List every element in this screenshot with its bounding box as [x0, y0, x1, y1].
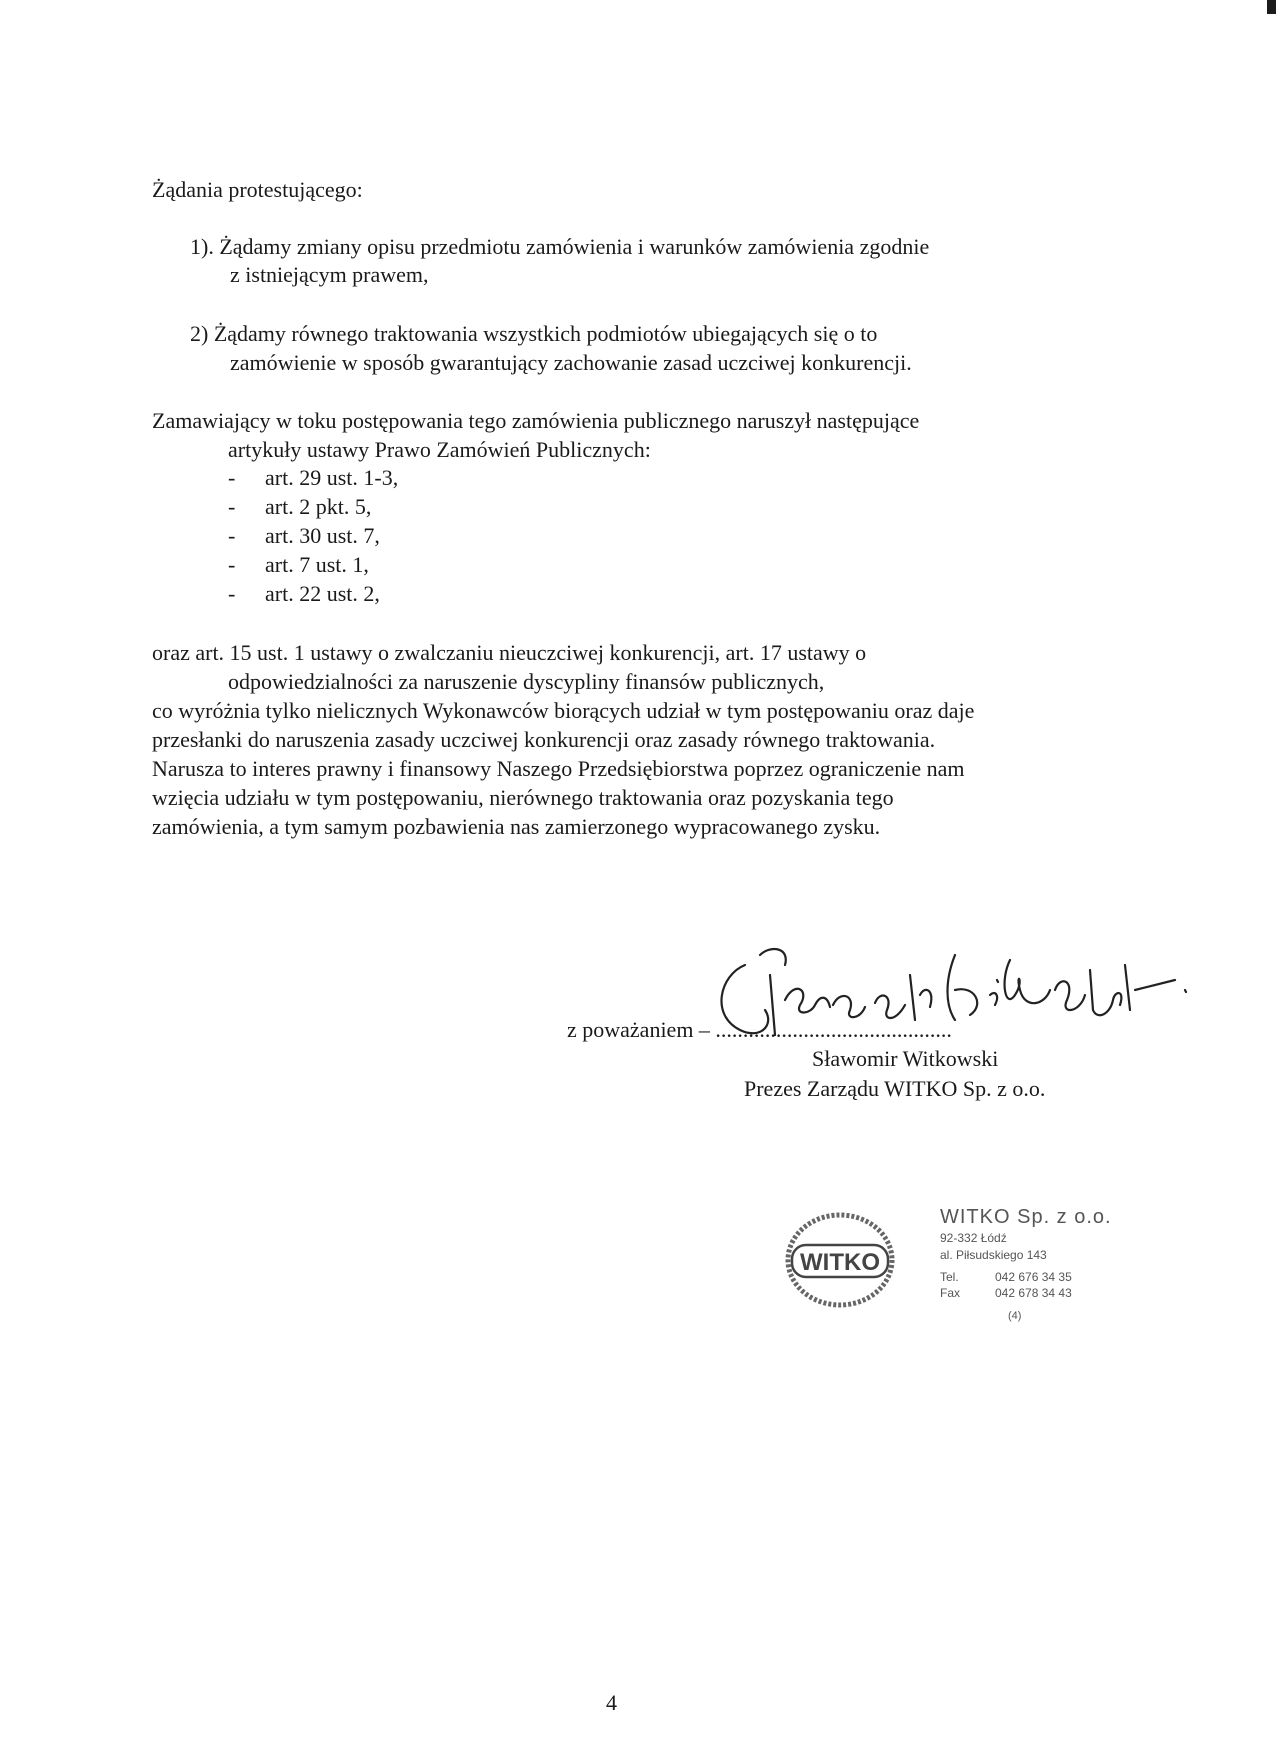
- demand-2-line-2: zamówienie w sposób gwarantujący zachowanie zasad uczciwej konkurencji.: [230, 350, 912, 375]
- article-dash: -: [228, 581, 236, 606]
- signatory-name: Sławomir Witkowski: [812, 1046, 999, 1071]
- demand-1-line-1: 1). Żądamy zmiany opisu przedmiotu zamówienia i warunków zamówienia zgodnie: [190, 234, 930, 259]
- article-item: art. 2 pkt. 5,: [265, 494, 372, 519]
- article-item: art. 29 ust. 1-3,: [265, 465, 399, 490]
- stamp-logo-text: WITKO: [800, 1249, 880, 1276]
- signature-greeting: z poważaniem – ...........................................: [567, 1017, 952, 1042]
- article-dash: -: [228, 465, 236, 490]
- closing-line-6: wzięcia udziału w tym postępowaniu, nierównego traktowania oraz pozyskania tego: [152, 785, 894, 810]
- stamp-tel: 042 676 34 35: [995, 1270, 1072, 1284]
- stamp-tel-label: Tel.: [940, 1270, 959, 1284]
- article-dash: -: [228, 552, 236, 577]
- signatory-title: Prezes Zarządu WITKO Sp. z o.o.: [744, 1076, 1046, 1101]
- closing-line-5: Narusza to interes prawny i finansowy Naszego Przedsiębiorstwa poprzez ograniczenie nam: [152, 756, 965, 781]
- scan-edge-mark: [1267, 0, 1276, 14]
- violation-intro-line-1: Zamawiający w toku postępowania tego zamówienia publicznego naruszył następujące: [152, 408, 920, 433]
- closing-line-4: przesłanki do naruszenia zasady uczciwej konkurencji oraz zasady równego traktowania.: [152, 727, 936, 752]
- closing-line-7: zamówienia, a tym samym pozbawienia nas zamierzonego wypracowanego zysku.: [152, 814, 881, 839]
- demand-1-line-2: z istniejącym prawem,: [230, 262, 429, 287]
- demands-heading: Żądania protestującego:: [152, 177, 363, 202]
- article-item: art. 7 ust. 1,: [265, 552, 369, 577]
- stamp-fax: 042 678 34 43: [995, 1286, 1072, 1300]
- article-dash: -: [228, 494, 236, 519]
- witko-logo-stamp: [780, 1205, 920, 1315]
- stamp-street: al. Piłsudskiego 143: [940, 1248, 1047, 1262]
- stamp-company-name: WITKO Sp. z o.o.: [940, 1206, 1112, 1228]
- closing-line-1: oraz art. 15 ust. 1 ustawy o zwalczaniu nieuczciwej konkurencji, art. 17 ustawy o: [152, 640, 867, 665]
- stamp-fax-label: Fax: [940, 1286, 961, 1300]
- article-item: art. 22 ust. 2,: [265, 581, 380, 606]
- page-number: 4: [606, 1690, 617, 1715]
- violation-intro-line-2: artykuły ustawy Prawo Zamówień Publicznych:: [228, 437, 651, 462]
- demand-2-line-1: 2) Żądamy równego traktowania wszystkich podmiotów ubiegających się o to: [190, 321, 878, 346]
- article-dash: -: [228, 523, 236, 548]
- closing-line-3: co wyróżnia tylko nielicznych Wykonawców biorących udział w tym postępowaniu oraz daje: [152, 698, 975, 723]
- closing-line-2: odpowiedzialności za naruszenie dyscypliny finansów publicznych,: [228, 669, 825, 694]
- article-item: art. 30 ust. 7,: [265, 523, 380, 548]
- stamp-code: (4): [1008, 1310, 1022, 1322]
- stamp-postal-code: 92-332 Łódź: [940, 1231, 1007, 1245]
